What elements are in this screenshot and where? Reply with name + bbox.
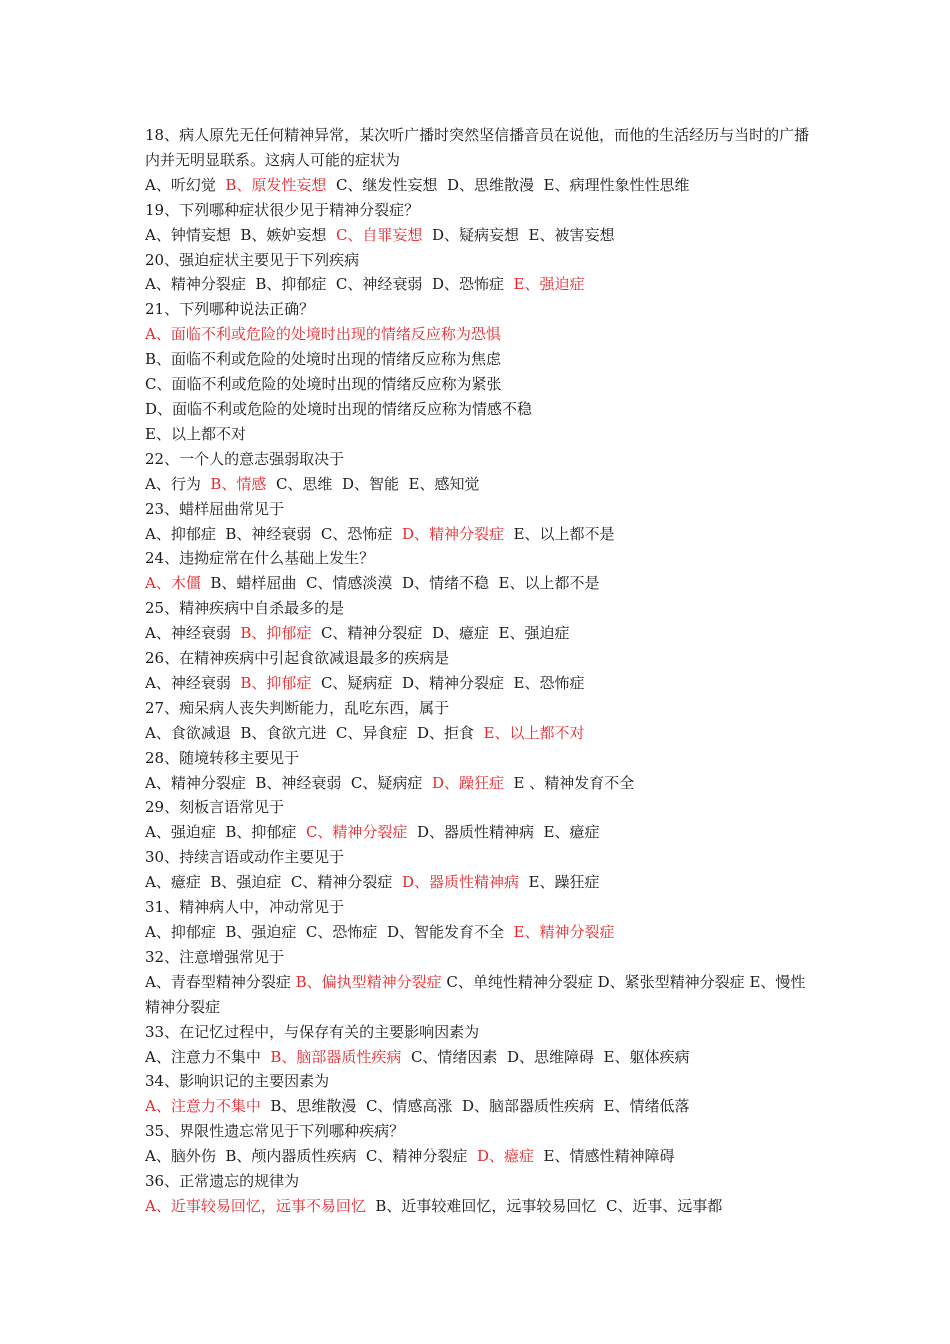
text-line bbox=[145, 671, 813, 696]
question-text: A、神经衰弱 bbox=[145, 624, 241, 643]
question-text: 24、违拗症常在什么基础上发生？ bbox=[145, 549, 375, 568]
question-text: 19、下列哪种症状很少见于精神分裂症？ bbox=[145, 200, 420, 219]
answer-text: D、躁狂症 bbox=[431, 773, 504, 792]
text-line bbox=[145, 870, 813, 895]
answer-text: D、器质性精神病 bbox=[401, 873, 519, 892]
text-line bbox=[145, 820, 813, 845]
text-line bbox=[145, 397, 813, 422]
text-line bbox=[145, 248, 813, 273]
text-line bbox=[145, 472, 813, 497]
answer-text: B、抑郁症 bbox=[240, 673, 312, 692]
question-text: E、以上都不是 bbox=[503, 524, 615, 543]
question-text: 34、影响识记的主要因素为 bbox=[145, 1072, 330, 1091]
answer-text: A、面临不利或危险的处境时出现的情绪反应称为恐惧 bbox=[145, 325, 501, 344]
answer-text: E、以上都不对 bbox=[483, 723, 585, 742]
text-line bbox=[145, 596, 813, 621]
text-line bbox=[145, 1020, 813, 1045]
text-line bbox=[145, 1194, 813, 1219]
question-text: A、听幻觉 bbox=[145, 175, 226, 194]
question-text: 27、痴呆病人丧失判断能力，乱吃东西，属于 bbox=[145, 698, 450, 717]
text-line bbox=[145, 1119, 813, 1144]
question-text: E、躁狂症 bbox=[518, 873, 600, 892]
text-line bbox=[145, 721, 813, 746]
answer-text: B、抑郁症 bbox=[240, 624, 312, 643]
text-line bbox=[145, 920, 813, 945]
question-text: C、疑病症 D、精神分裂症 E、恐怖症 bbox=[311, 673, 585, 692]
question-text: B、近事较难回忆，远事较易回忆 C、近事、远事都 bbox=[365, 1196, 723, 1215]
question-text: B、面临不利或危险的处境时出现的情绪反应称为焦虑 bbox=[145, 350, 502, 369]
question-text: D、疑病妄想 E、被害妄想 bbox=[422, 225, 615, 244]
text-line bbox=[145, 347, 813, 372]
text-line bbox=[145, 1169, 813, 1194]
text-line bbox=[145, 895, 813, 920]
answer-text: C、自罪妄想 bbox=[335, 225, 423, 244]
text-line bbox=[145, 123, 813, 173]
answer-text: A、注意力不集中 bbox=[145, 1097, 261, 1116]
text-line bbox=[145, 272, 813, 297]
question-text: A、精神分裂症 B、抑郁症 C、神经衰弱 D、恐怖症 bbox=[145, 275, 514, 294]
text-line bbox=[145, 372, 813, 397]
question-text: E、情感性精神障碍 bbox=[533, 1147, 675, 1166]
text-line bbox=[145, 771, 813, 796]
question-text: A、精神分裂症 B、神经衰弱 C、疑病症 bbox=[145, 773, 432, 792]
text-line bbox=[145, 970, 813, 1020]
text-line bbox=[145, 297, 813, 322]
text-line bbox=[145, 1144, 813, 1169]
question-text: A、强迫症 B、抑郁症 bbox=[145, 823, 306, 842]
question-text: B、蜡样屈曲 C、情感淡漠 D、情绪不稳 E、以上都不是 bbox=[200, 574, 600, 593]
text-line bbox=[145, 422, 813, 447]
question-text: C、单纯性精神分裂症 D、紧张型精神分裂症 E、慢性精神分裂症 bbox=[145, 972, 806, 1016]
answer-text: B、原发性妄想 bbox=[225, 175, 327, 194]
answer-text: B、脑部器质性疾病 bbox=[270, 1047, 402, 1066]
question-text: 30、持续言语或动作主要见于 bbox=[145, 848, 345, 867]
question-text: C、情绪因素 D、思维障碍 E、躯体疾病 bbox=[401, 1047, 690, 1066]
question-text: 26、在精神疾病中引起食欲减退最多的疾病是 bbox=[145, 649, 450, 668]
question-text: 23、蜡样屈曲常见于 bbox=[145, 499, 285, 518]
question-text: A、癔症 B、强迫症 C、精神分裂症 bbox=[145, 873, 402, 892]
text-line bbox=[145, 795, 813, 820]
text-line bbox=[145, 522, 813, 547]
question-text: 25、精神疾病中自杀最多的是 bbox=[145, 599, 345, 618]
text-line bbox=[145, 546, 813, 571]
text-line bbox=[145, 173, 813, 198]
question-text: A、行为 bbox=[145, 474, 211, 493]
question-text: A、钟情妄想 B、嫉妒妄想 bbox=[145, 225, 336, 244]
answer-text: C、精神分裂症 bbox=[305, 823, 408, 842]
question-text: A、抑郁症 B、神经衰弱 C、恐怖症 bbox=[145, 524, 402, 543]
question-text: D、面临不利或危险的处境时出现的情绪反应称为情感不稳 bbox=[145, 399, 533, 418]
question-text: E 、精神发育不全 bbox=[503, 773, 635, 792]
text-line bbox=[145, 322, 813, 347]
text-line bbox=[145, 845, 813, 870]
text-line bbox=[145, 1045, 813, 1070]
text-line bbox=[145, 945, 813, 970]
text-line bbox=[145, 571, 813, 596]
answer-text: E、精神分裂症 bbox=[513, 923, 615, 941]
text-line bbox=[145, 223, 813, 248]
question-text: A、注意力不集中 bbox=[145, 1047, 271, 1066]
question-text: 35、界限性遗忘常见于下列哪种疾病？ bbox=[145, 1122, 405, 1141]
answer-text: B、情感 bbox=[210, 474, 267, 493]
question-text: 31、精神病人中，冲动常见于 bbox=[145, 898, 345, 917]
question-text: A、神经衰弱 bbox=[145, 673, 241, 692]
question-text: 22、一个人的意志强弱取决于 bbox=[145, 449, 345, 468]
question-text: C、思维 D、智能 E、感知觉 bbox=[266, 474, 480, 493]
text-line bbox=[145, 646, 813, 671]
question-text: A、脑外伤 B、颅内器质性疾病 C、精神分裂症 bbox=[145, 1147, 477, 1166]
text-line bbox=[145, 746, 813, 771]
answer-text: A、近事较易回忆，远事不易回忆 bbox=[145, 1196, 366, 1215]
answer-text: D、精神分裂症 bbox=[401, 524, 504, 543]
question-list bbox=[145, 123, 813, 1219]
question-text: 29、刻板言语常见于 bbox=[145, 798, 285, 817]
answer-text: A、木僵 bbox=[145, 574, 201, 593]
text-line bbox=[145, 447, 813, 472]
answer-text: D、癔症 bbox=[476, 1147, 534, 1166]
text-line bbox=[145, 1094, 813, 1119]
text-line bbox=[145, 497, 813, 522]
question-text: 32、注意增强常见于 bbox=[145, 947, 285, 966]
question-text: B、思维散漫 C、情感高涨 D、脑部器质性疾病 E、情绪低落 bbox=[260, 1097, 690, 1116]
question-text: 18、病人原先无任何精神异常，某次听广播时突然坚信播音员在说他，而他的生活经历与当时的广播内并无明显联系。这病人可能的症状为 bbox=[145, 126, 810, 169]
question-text: D、器质性精神病 E、癔症 bbox=[407, 823, 600, 842]
question-text: E、以上都不对 bbox=[145, 424, 246, 443]
question-text: 33、在记忆过程中，与保存有关的主要影响因素为 bbox=[145, 1022, 480, 1041]
question-text: A、抑郁症 B、强迫症 C、恐怖症 D、智能发育不全 bbox=[145, 923, 514, 941]
text-line bbox=[145, 198, 813, 223]
question-text: A、青春型精神分裂症 bbox=[145, 972, 296, 991]
text-line bbox=[145, 621, 813, 646]
question-text: C、继发性妄想 D、思维散漫 E、病理性象性性思维 bbox=[326, 175, 690, 194]
answer-text: E、强迫症 bbox=[513, 275, 585, 294]
text-line bbox=[145, 1069, 813, 1094]
question-text: C、精神分裂症 D、癔症 E、强迫症 bbox=[311, 624, 570, 643]
question-text: 21、下列哪种说法正确？ bbox=[145, 300, 315, 319]
text-line bbox=[145, 696, 813, 721]
answer-text: B、偏执型精神分裂症 bbox=[295, 972, 442, 991]
question-text: C、面临不利或危险的处境时出现的情绪反应称为紧张 bbox=[145, 375, 502, 394]
question-text: 20、强迫症状主要见于下列疾病 bbox=[145, 250, 360, 269]
question-text: 28、随境转移主要见于 bbox=[145, 748, 300, 767]
question-text: 36、正常遗忘的规律为 bbox=[145, 1172, 300, 1191]
question-text: A、食欲减退 B、食欲亢进 C、异食症 D、拒食 bbox=[145, 723, 484, 742]
